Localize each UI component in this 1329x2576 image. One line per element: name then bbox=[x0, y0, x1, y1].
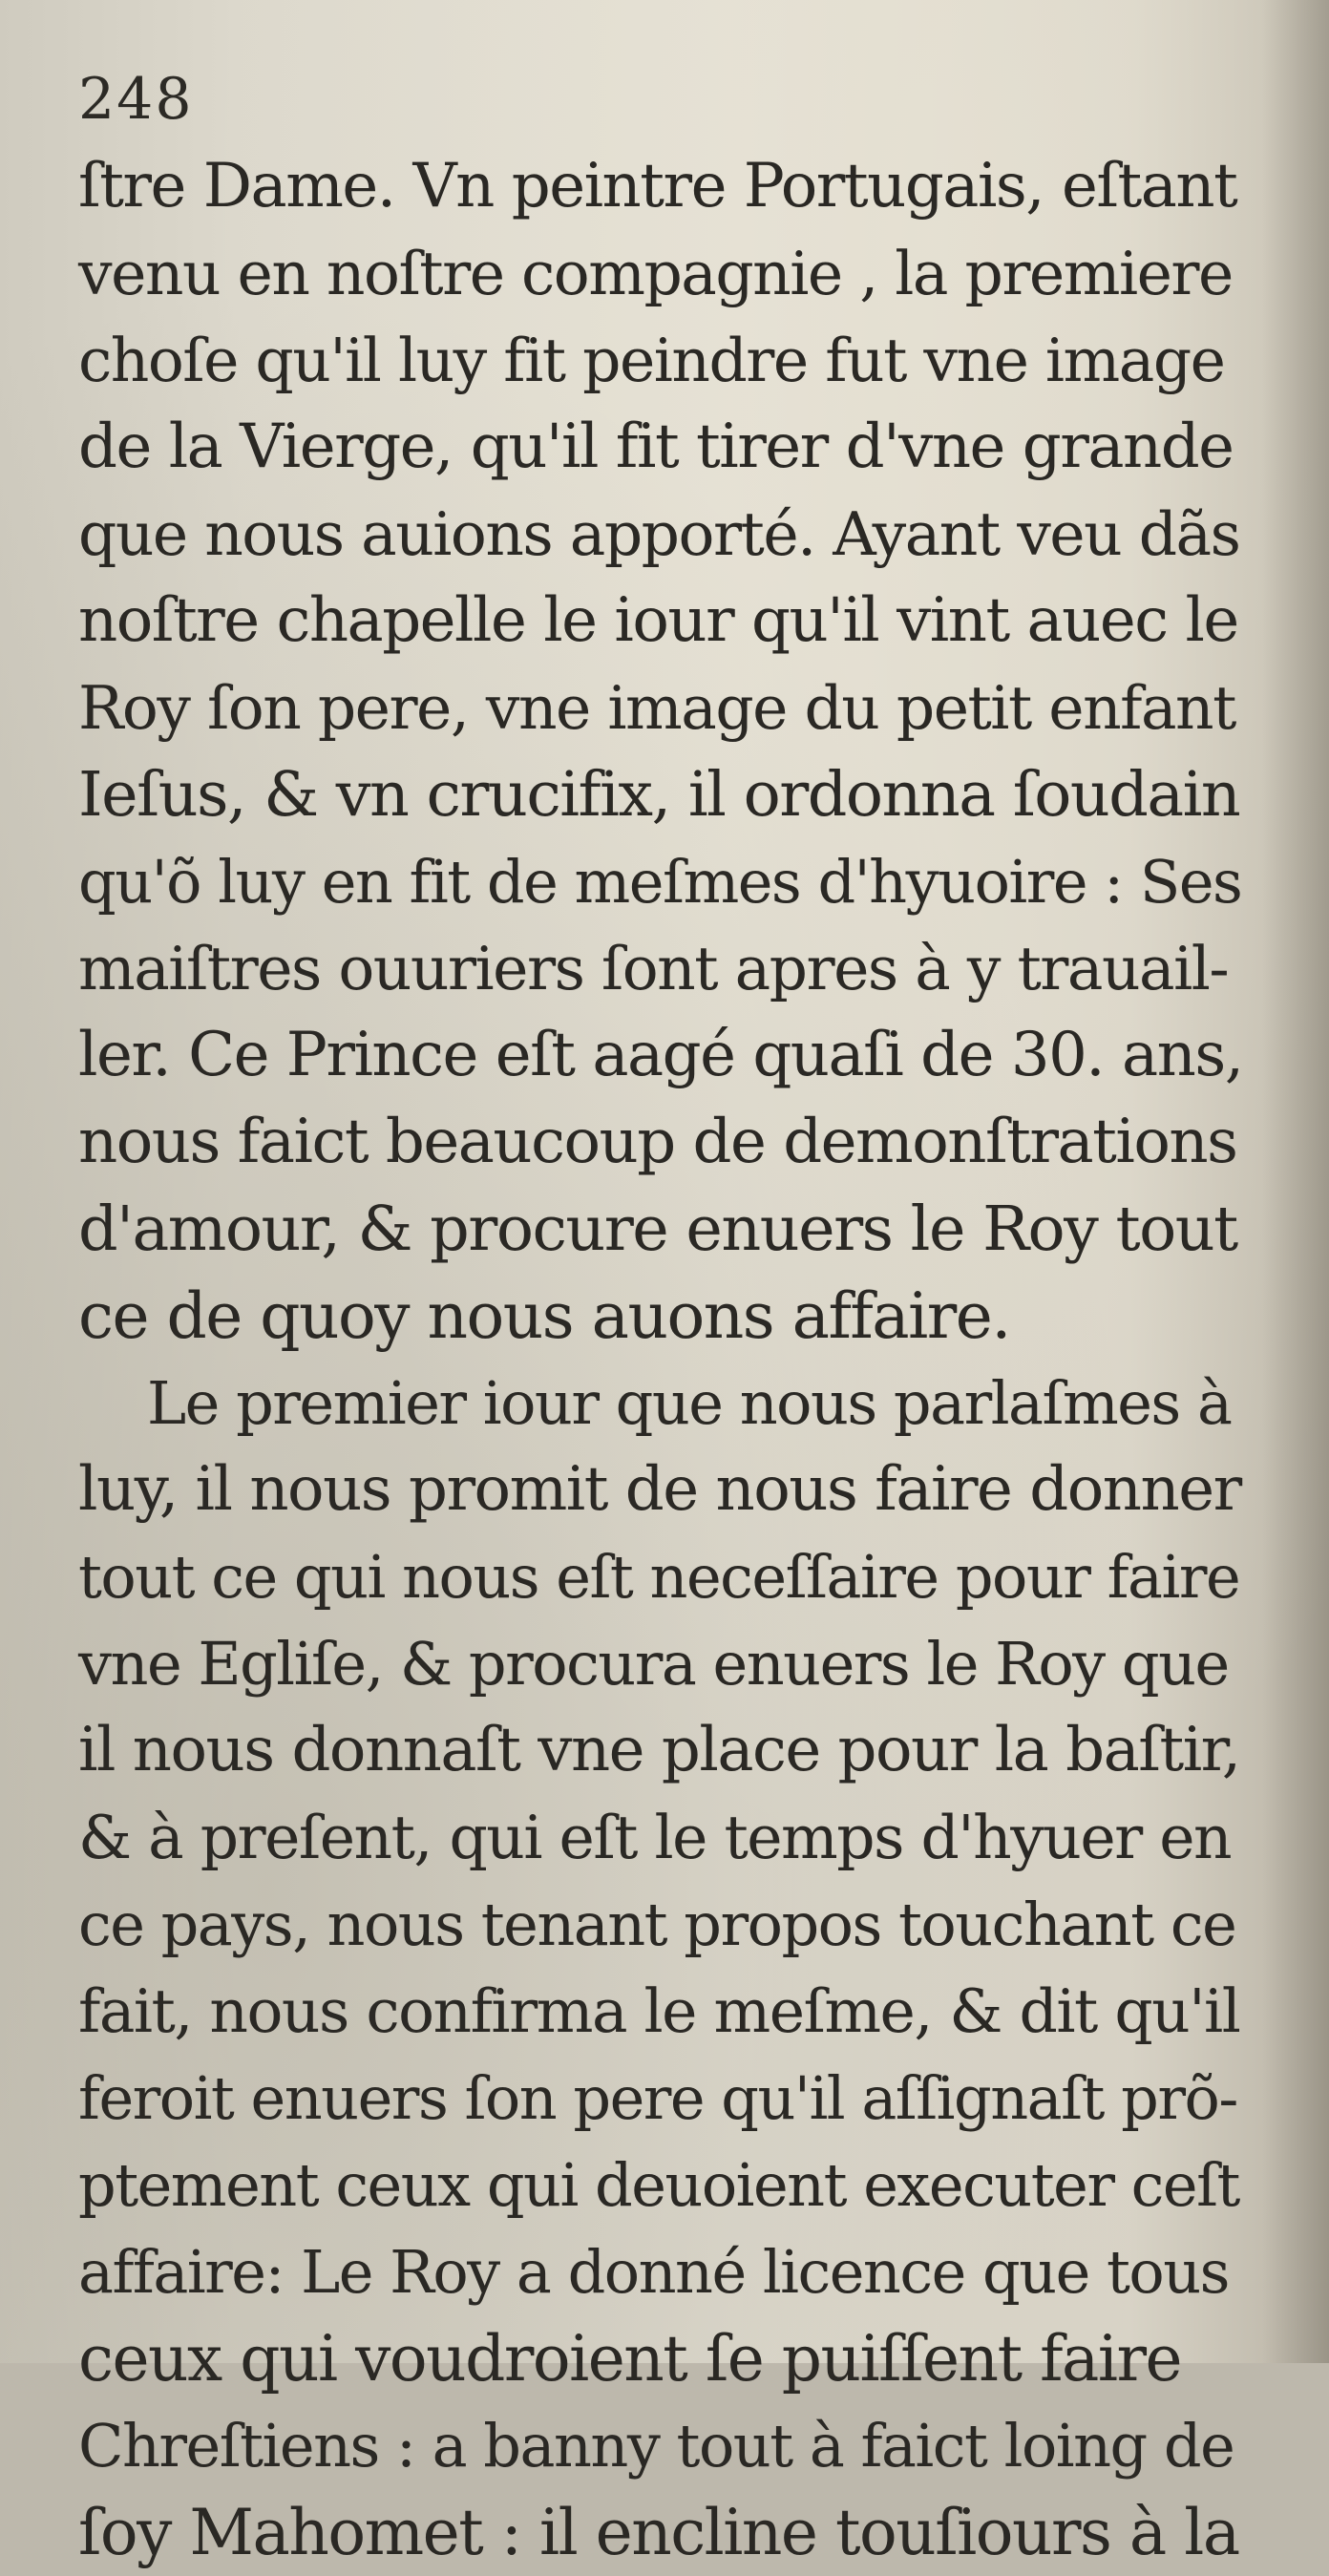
text-line: ſoy Mahomet : il encline touſiours à la bbox=[78, 2496, 1239, 2569]
text-line: affaire: Le Roy a donné licence que tous bbox=[78, 2237, 1229, 2307]
text-line: venu en noſtre compagnie , la premiere bbox=[78, 239, 1233, 308]
page-edge-shadow bbox=[1262, 0, 1329, 2363]
text-line: ceux qui voudroient ſe puiſſent faire bbox=[78, 2322, 1182, 2396]
text-line: nous faict beaucoup de demonſtrations bbox=[78, 1107, 1237, 1177]
text-line: ler. Ce Prince eſt aagé quaſi de 30. ans, bbox=[78, 1020, 1243, 1090]
text-line: fait, nous confirma le meſme, & dit qu'il bbox=[78, 1976, 1240, 2046]
text-line: ptement ceux qui deuoient executer ceſt bbox=[78, 2150, 1239, 2220]
text-line: maiſtres ouuriers ſont apres à y trauail- bbox=[78, 934, 1229, 1003]
text-line: il nous donnaſt vne place pour la baſtir, bbox=[78, 1715, 1240, 1785]
text-line: Chreſtiens : a banny tout à faict loing de bbox=[78, 2411, 1234, 2481]
text-line: vne Egliſe, & procura enuers le Roy que bbox=[78, 1629, 1229, 1699]
page-text bbox=[78, 143, 1243, 2576]
text-line: noſtre chapelle le iour qu'il vint auec le bbox=[78, 585, 1238, 656]
text-line: ce pays, nous tenant propos touchant ce bbox=[78, 1890, 1236, 1959]
text-line: tout ce qui nous eſt neceſſaire pour faire bbox=[78, 1542, 1240, 1612]
text-line: Roy ſon pere, vne image du petit enfant bbox=[78, 673, 1235, 743]
text-line: Ieſus, & vn crucifix, il ordonna ſoudain bbox=[78, 759, 1240, 831]
text-line: luy, il nous promit de nous faire donner bbox=[78, 1454, 1241, 1525]
text-line: ſtre Dame. Vn peintre Portugais, eſtant bbox=[78, 151, 1237, 222]
text-line: d'amour, & procure enuers le Roy tout bbox=[78, 1193, 1237, 1265]
paragraph-first-line: Le premier iour que nous parlaſmes à bbox=[147, 1368, 1232, 1438]
page-number: 248 bbox=[78, 66, 194, 133]
text-line: feroit enuers ſon pere qu'il aſſignaſt prõ- bbox=[78, 2063, 1237, 2133]
text-line: choſe qu'il luy fit peindre fut vne image bbox=[78, 326, 1225, 395]
text-line: qu'õ luy en fit de meſmes d'hyuoire : Ses bbox=[78, 847, 1242, 917]
text-line: ce de quoy nous auons affaire. bbox=[78, 1279, 1010, 1353]
text-line: de la Vierge, qu'il fit tirer d'vne grande bbox=[78, 412, 1234, 482]
text-line: & à preſent, qui eſt le temps d'hyuer en bbox=[78, 1803, 1232, 1872]
text-line: que nous auions apporté. Ayant veu dãs bbox=[78, 499, 1240, 569]
